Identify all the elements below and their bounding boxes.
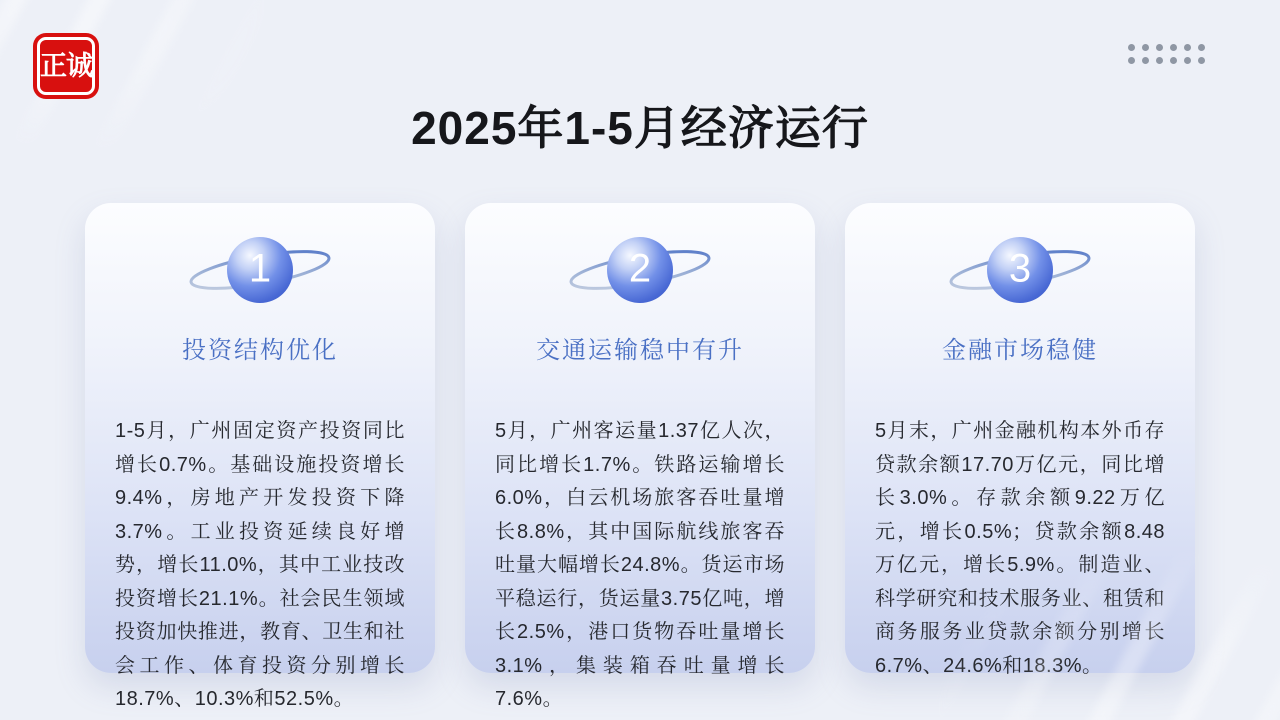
card-finance bbox=[845, 203, 1195, 677]
card-heading: 投资结构优化 bbox=[182, 337, 338, 364]
logo-text: 正诚 bbox=[40, 50, 92, 81]
card-investment bbox=[85, 203, 435, 710]
number-badge-3 bbox=[875, 218, 1165, 322]
badge-number: 3 bbox=[1008, 246, 1032, 291]
card-heading: 交通运输稳中有升 bbox=[536, 337, 744, 364]
cards-row bbox=[85, 203, 1195, 710]
company-seal-logo bbox=[33, 33, 99, 99]
card-body-text: 5月，广州客运量1.37亿人次，同比增长1.7%。铁路运输增长6.0%，白云机场旅客吞吐量增长8.8%，其中国际航线旅客吞吐量大幅增长24.8%。货运市场平稳运行，货运量3.75亿吨，增长2.5%，港口货物吞吐量增长3.1%，集装箱吞吐量增长7.6%。 bbox=[495, 420, 785, 710]
badge-number: 1 bbox=[248, 246, 272, 291]
card-transport bbox=[465, 203, 815, 710]
page-title: 2025年1-5月经济运行 bbox=[411, 102, 869, 154]
card-body-text: 5月末，广州金融机构本外币存贷款余额17.70万亿元，同比增长3.0%。存款余额9.22万亿元，增长0.5%；贷款余额8.48万亿元，增长5.9%。制造业、科学研究和技术服务业、租赁和商务服务业贷款余额分别增长6.7%、24.6%和18.3%。 bbox=[875, 420, 1165, 677]
card-heading: 金融市场稳健 bbox=[942, 337, 1098, 364]
number-badge-2 bbox=[495, 218, 785, 322]
badge-number: 2 bbox=[628, 246, 652, 291]
seal-inner-border bbox=[37, 37, 95, 95]
number-badge-1 bbox=[115, 218, 405, 322]
card-body-text: 1-5月，广州固定资产投资同比增长0.7%。基础设施投资增长9.4%，房地产开发投资下降3.7%。工业投资延续良好增势，增长11.0%，其中工业技改投资增长21.1%。社会民生领域投资加快推进，教育、卫生和社会工作、体育投资分别增长18.7%、10.3%和52.5%。 bbox=[115, 420, 405, 710]
dots-grid-icon bbox=[1128, 44, 1205, 64]
